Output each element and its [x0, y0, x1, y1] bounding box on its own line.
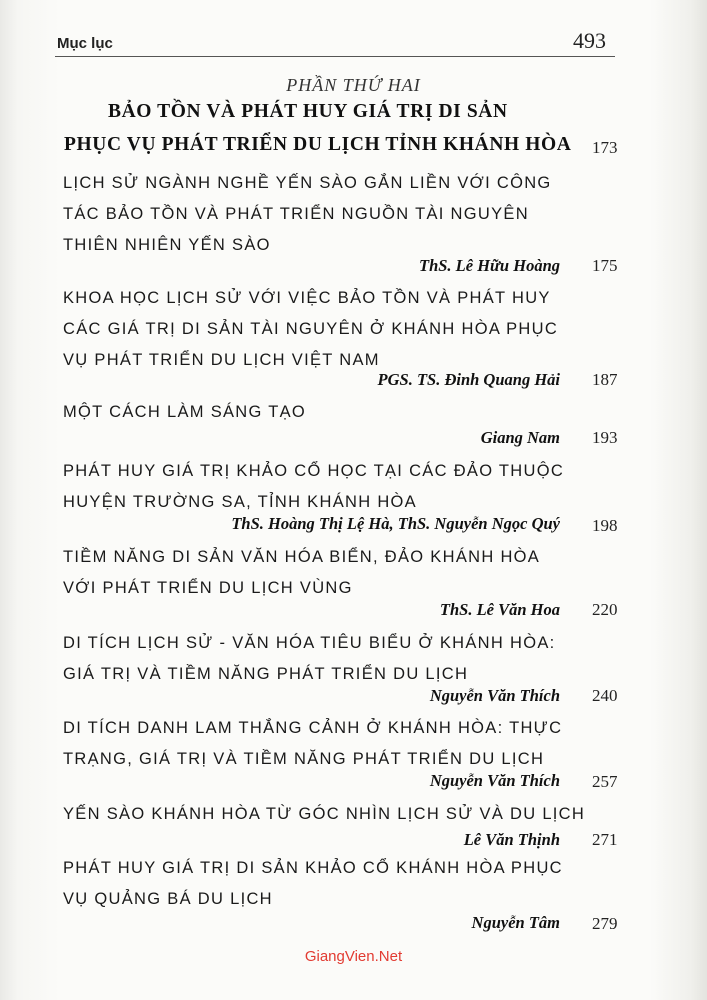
toc-entry-title[interactable]: [63, 283, 623, 376]
entry-page-number: 271: [592, 830, 618, 849]
entry-title-line: PHÁT HUY GIÁ TRỊ KHẢO CỔ HỌC TẠI CÁC ĐẢO THUỘC: [63, 462, 565, 480]
entry-title-line: YẾN SÀO KHÁNH HÒA TỪ GÓC NHÌN LỊCH SỬ VÀ DU LỊCH: [63, 805, 586, 823]
entry-title-line: DI TÍCH LỊCH SỬ - VĂN HÓA TIÊU BIỂU Ở KHÁNH HÒA:: [63, 634, 556, 652]
entry-page-number: 220: [592, 600, 618, 619]
entry-title-line: LỊCH SỬ NGÀNH NGHỀ YẾN SÀO GẮN LIỀN VỚI CÔNG: [63, 174, 552, 192]
toc-entry-title[interactable]: [63, 853, 623, 915]
entry-title-line: KHOA HỌC LỊCH SỬ VỚI VIỆC BẢO TỒN VÀ PHÁT HUY: [63, 289, 551, 307]
entry-title-line: GIÁ TRỊ VÀ TIỀM NĂNG PHÁT TRIỂN DU LỊCH: [63, 665, 469, 683]
toc-entry-title[interactable]: [63, 542, 623, 604]
entry-author: ThS. Hoàng Thị Lệ Hà, ThS. Nguyễn Ngọc Quý: [231, 514, 560, 533]
entry-page-number: 175: [592, 256, 618, 275]
toc-entry-title[interactable]: [63, 168, 623, 261]
toc-entry-title[interactable]: [63, 713, 623, 775]
header-divider: [55, 56, 615, 57]
entry-title-line: THIÊN NHIÊN YẾN SÀO: [63, 236, 271, 254]
section-page-number: 173: [592, 138, 618, 157]
section-title-line-2: PHỤC VỤ PHÁT TRIỂN DU LỊCH TỈNH KHÁNH HÒA: [64, 134, 572, 155]
toc-entry-title[interactable]: [63, 628, 623, 690]
entry-page-number: 187: [592, 370, 618, 389]
toc-entry-title[interactable]: [63, 456, 623, 518]
entry-title-line: TRẠNG, GIÁ TRỊ VÀ TIỀM NĂNG PHÁT TRIỂN DU LỊCH: [63, 750, 545, 768]
entry-title-line: VỤ QUẢNG BÁ DU LỊCH: [63, 890, 273, 908]
entry-page-number: 279: [592, 914, 618, 933]
entry-author: Nguyễn Văn Thích: [429, 686, 560, 705]
running-header-title: Mục lục: [57, 35, 113, 52]
toc-entry-title[interactable]: [63, 799, 623, 830]
entry-author: ThS. Lê Văn Hoa: [439, 600, 560, 619]
entry-author: Nguyễn Văn Thích: [429, 771, 560, 790]
entry-author: Giang Nam: [480, 428, 560, 447]
entry-title-line: MỘT CÁCH LÀM SÁNG TẠO: [63, 403, 307, 421]
entry-title-line: HUYỆN TRƯỜNG SA, TỈNH KHÁNH HÒA: [63, 493, 417, 511]
entry-author: Nguyễn Tâm: [471, 913, 560, 932]
section-title-line-1: BẢO TỒN VÀ PHÁT HUY GIÁ TRỊ DI SẢN: [108, 101, 508, 122]
entry-page-number: 257: [592, 772, 618, 791]
entry-page-number: 198: [592, 516, 618, 535]
entry-title-line: TÁC BẢO TỒN VÀ PHÁT TRIỂN NGUỒN TÀI NGUYÊN: [63, 205, 529, 223]
entry-title-line: DI TÍCH DANH LAM THẮNG CẢNH Ở KHÁNH HÒA: THỰC: [63, 719, 563, 737]
entry-author: PGS. TS. Đinh Quang Hải: [377, 370, 560, 389]
toc-entry-title[interactable]: [63, 397, 623, 428]
entry-title-line: VỤ PHÁT TRIỂN DU LỊCH VIỆT NAM: [63, 351, 380, 369]
entry-title-line: VỚI PHÁT TRIỂN DU LỊCH VÙNG: [63, 579, 353, 597]
entry-title-line: TIỀM NĂNG DI SẢN VĂN HÓA BIỂN, ĐẢO KHÁNH HÒA: [63, 548, 541, 566]
watermark: GiangVien.Net: [304, 948, 403, 965]
entry-title-line: CÁC GIÁ TRỊ DI SẢN TÀI NGUYÊN Ở KHÁNH HÒA PHỤC: [63, 320, 559, 338]
entry-title-line: PHÁT HUY GIÁ TRỊ DI SẢN KHẢO CỔ KHÁNH HÒA PHỤC: [63, 859, 563, 877]
entry-page-number: 240: [592, 686, 618, 705]
entry-page-number: 193: [592, 428, 618, 447]
entry-author: ThS. Lê Hữu Hoàng: [419, 256, 560, 275]
header-page-number: 493: [573, 28, 606, 53]
entry-author: Lê Văn Thịnh: [463, 830, 560, 849]
part-label: PHẦN THỨ HAI: [286, 75, 421, 95]
